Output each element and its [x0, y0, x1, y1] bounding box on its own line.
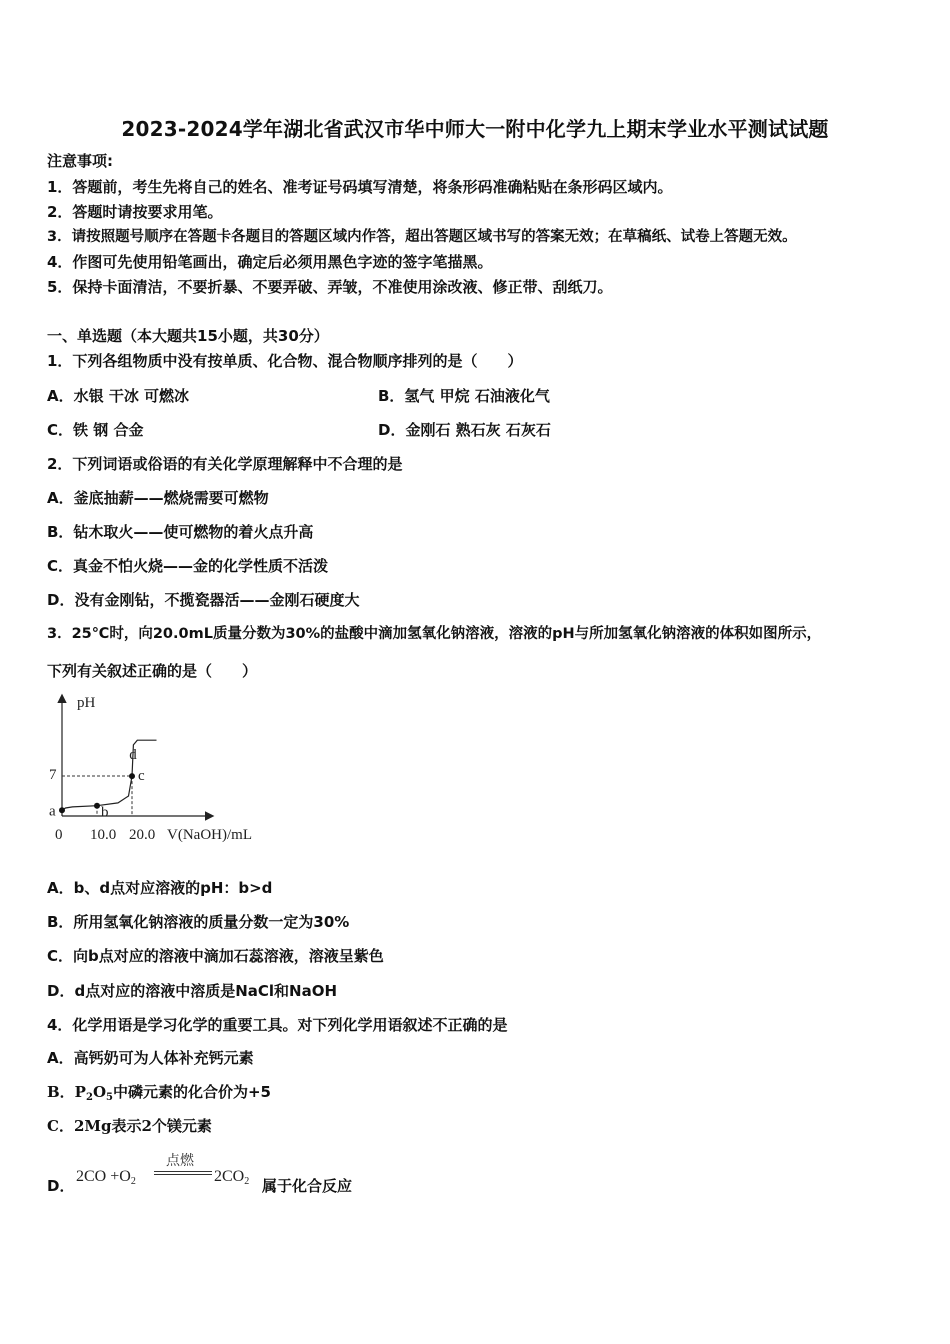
combustion-equation: [76, 1150, 276, 1190]
q1-option-b: B．氢气 甲烷 石油液化气: [378, 387, 550, 405]
x-tick-2: 20.0: [129, 827, 156, 843]
q3-option-b: B．所用氢氧化钠溶液的质量分数一定为30%: [47, 913, 350, 931]
x-axis-label: V(NaOH)/mL: [167, 827, 252, 843]
point-label-b: b: [101, 804, 109, 821]
ph-titration-chart: [44, 690, 274, 850]
q4b-sub1: 2: [85, 1092, 93, 1103]
question-2-stem: 2．下列词语或俗语的有关化学原理解释中不合理的是: [47, 455, 403, 473]
q4b-text: 中磷元素的化合价为+5: [112, 1083, 271, 1101]
equation-left: $2CO +O_2$: [76, 1168, 136, 1187]
q2-option-c: C．真金不怕火烧——金的化学性质不活泼: [47, 557, 329, 575]
q4b-prefix: B．P: [47, 1083, 86, 1101]
q2-option-a: A．釜底抽薪——燃烧需要可燃物: [47, 489, 269, 507]
q4-option-d-text: 属于化合反应: [262, 1177, 353, 1195]
q3-option-c: C．向b点对应的溶液中滴加石蕊溶液，溶液呈紫色: [47, 947, 384, 965]
page-title: 2023-2024学年湖北省武汉市华中师大一附中化学九上期末学业水平测试试题: [121, 117, 829, 141]
x-tick-0: 0: [55, 827, 63, 843]
q2-option-b: B．钻木取火——使可燃物的着火点升高: [47, 523, 314, 541]
point-a: [59, 807, 65, 813]
q4-option-b: [47, 1082, 271, 1108]
point-label-c: c: [138, 768, 145, 785]
q2-option-d: D．没有金刚钻，不揽瓷器活——金刚石硬度大: [47, 591, 360, 609]
q1-option-a: A．水银 干冰 可燃冰: [47, 387, 190, 405]
x-tick-1: 10.0: [90, 827, 117, 843]
point-label-d: d: [129, 746, 137, 763]
notice-heading: 注意事项:: [47, 152, 113, 170]
equation-bar-bottom: [154, 1174, 212, 1175]
notice-item: 5．保持卡面清洁，不要折暴、不要弄破、弄皱，不准使用涂改液、修正带、刮纸刀。: [47, 278, 613, 296]
question-3-stem: 3．25℃时，向20.0mL质量分数为30%的盐酸中滴加氢氧化钠溶液，溶液的pH与所加氢氧化钠溶液的体积如图所示，: [47, 626, 822, 642]
reaction-condition: 点燃: [166, 1153, 194, 1169]
equation-bar-top: [154, 1171, 212, 1172]
point-c: [129, 773, 135, 779]
question-3-stem-cont: 下列有关叙述正确的是（ ）: [47, 662, 258, 680]
q1-option-c: C．铁 钢 合金: [47, 421, 144, 439]
q4b-mid: O: [92, 1083, 107, 1101]
section-heading: 一、单选题（本大题共15小题，共30分）: [47, 327, 329, 345]
q3-option-a: A．b、d点对应溶液的pH：b>d: [47, 879, 273, 897]
y-axis-label: pH: [77, 695, 96, 711]
notice-item: 3．请按照题号顺序在答题卡各题目的答题区域内作答，超出答题区域书写的答案无效；在草稿纸、试卷上答题无效。: [47, 229, 797, 245]
question-1-stem: 1．下列各组物质中没有按单质、化合物、混合物顺序排列的是（ ）: [47, 352, 523, 370]
notice-item: 2．答题时请按要求用笔。: [47, 203, 223, 221]
notice-item: 1．答题前，考生先将自己的姓名、准考证号码填写清楚，将条形码准确粘贴在条形码区域内。: [47, 178, 673, 196]
point-label-a: a: [49, 803, 56, 820]
q4-option-d-label: D．: [47, 1177, 75, 1195]
notice-item: 4．作图可先使用铅笔画出，确定后必须用黑色字迹的签字笔描黑。: [47, 253, 493, 271]
y-tick-7: 7: [49, 767, 57, 783]
question-4-stem: 4．化学用语是学习化学的重要工具。对下列化学用语叙述不正确的是: [47, 1016, 508, 1034]
equation-right: $2CO_2$: [214, 1168, 250, 1187]
point-b: [94, 803, 100, 809]
q1-option-d: D．金刚石 熟石灰 石灰石: [378, 421, 551, 439]
q4b-sub2: 5: [106, 1092, 113, 1103]
q4-option-c: C．2Mg表示2个镁元素: [47, 1117, 212, 1135]
q4-option-a: A．高钙奶可为人体补充钙元素: [47, 1049, 254, 1067]
q3-option-d: D．d点对应的溶液中溶质是NaCl和NaOH: [47, 982, 337, 1000]
